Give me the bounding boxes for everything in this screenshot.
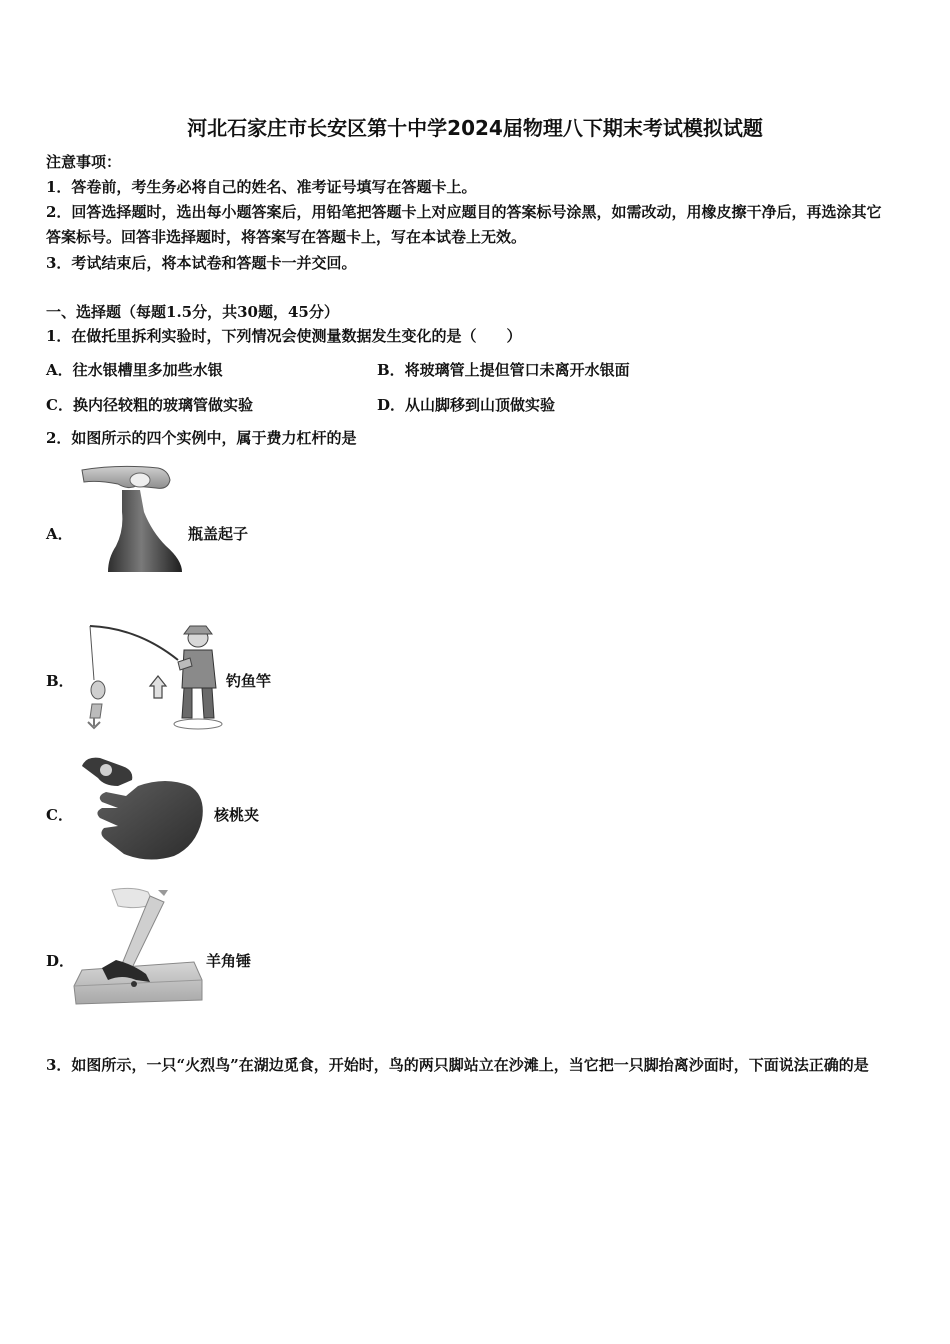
q2-option-d-caption: 羊角锤 — [206, 952, 252, 970]
q1-option-c: C．换内径较粗的玻璃管做实验 — [46, 396, 253, 414]
q1-option-d: D．从山脚移到山顶做实验 — [377, 396, 556, 414]
q2-option-b-caption: 钓鱼竿 — [226, 672, 272, 690]
claw-hammer-icon — [72, 884, 208, 1008]
q1-option-a: A．往水银槽里多加些水银 — [46, 361, 223, 379]
notice-item-2: 2．回答选择题时，选出每小题答案后，用铅笔把答题卡上对应题目的答案标号涂黑，如需改动，用橡皮擦干净后，再选涂其它答案标号。回答非选择题时，将答案写在答题卡上，写在本试卷上无效。 — [46, 203, 882, 246]
q1-stem: 1．在做托里拆利实验时，下列情况会使测量数据发生变化的是（ ） — [46, 327, 522, 345]
q2-option-c-letter: C． — [46, 806, 73, 824]
fishing-rod-icon — [78, 618, 223, 733]
q2-option-d-letter: D． — [46, 952, 75, 970]
notice-heading: 注意事项： — [46, 153, 122, 171]
nutcracker-icon — [78, 756, 210, 864]
notice-item-3: 3．考试结束后，将本试卷和答题卡一并交回。 — [46, 254, 357, 272]
notice-item-1: 1．答卷前，考生务必将自己的姓名、准考证号填写在答题卡上。 — [46, 178, 477, 196]
q2-option-c-caption: 核桃夹 — [214, 806, 260, 824]
q2-option-b-letter: B． — [46, 672, 74, 690]
q2-stem: 2．如图所示的四个实例中，属于费力杠杆的是 — [46, 429, 357, 447]
q3-stem: 3．如图所示，一只“火烈鸟”在湖边觅食，开始时，鸟的两只脚站立在沙滩上，当它把一只脚抬离沙面时，下面说法正确的是 — [46, 1056, 869, 1074]
q2-option-a-caption: 瓶盖起子 — [188, 525, 249, 543]
bottle-opener-icon — [78, 462, 190, 574]
section-heading: 一、选择题（每题1.5分，共30题，45分） — [46, 303, 339, 321]
q2-option-a-letter: A． — [46, 525, 73, 543]
page-title: 河北石家庄市长安区第十中学2024届物理八下期末考试模拟试题 — [187, 116, 763, 140]
q1-option-b: B．将玻璃管上提但管口未离开水银面 — [377, 361, 630, 379]
